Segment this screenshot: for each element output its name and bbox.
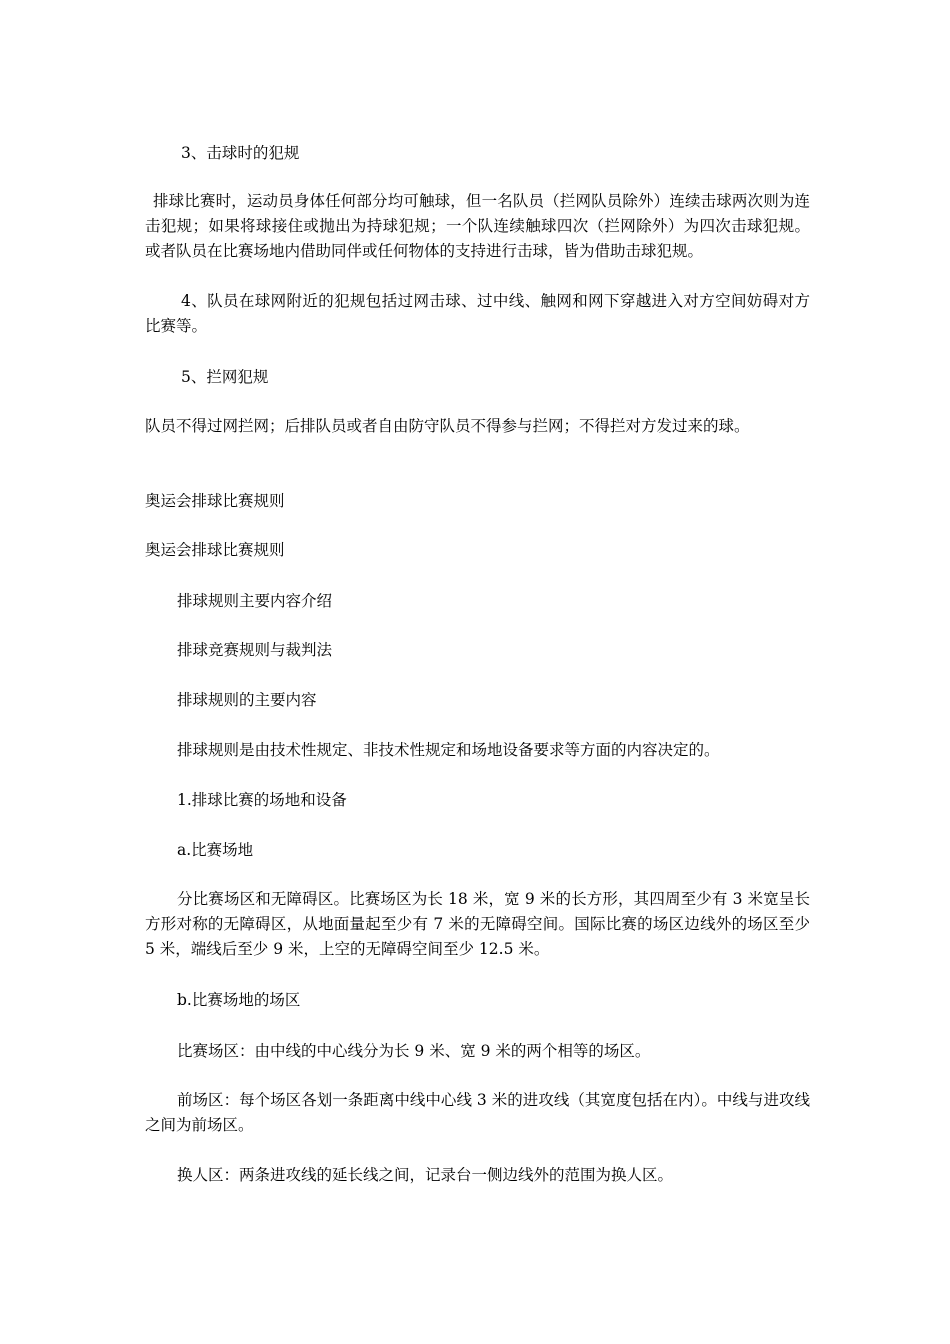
paragraph-front-zone: 前场区：每个场区各划一条距离中线中心线 3 米的进攻线（其宽度包括在内）。中线与进攻线之间为前场区。 <box>145 1091 810 1134</box>
paragraph-substitution-zone: 换人区：两条进攻线的延长线之间，记录台一侧边线外的范围为换人区。 <box>177 1166 674 1184</box>
subtitle-main-content: 排球规则的主要内容 <box>177 691 317 709</box>
paragraph-playing-area: 比赛场区：由中线的中心线分为长 9 米、宽 9 米的两个相等的场区。 <box>177 1042 651 1060</box>
title-olympic-rules: 奥运会排球比赛规则 <box>145 492 285 510</box>
title-olympic-rules-repeat: 奥运会排球比赛规则 <box>145 541 285 559</box>
paragraph-net-fouls: 4、队员在球网附近的犯规包括过网击球、过中线、触网和网下穿越进入对方空间妨碍对方比赛等。 <box>145 292 810 335</box>
paragraph-block-fouls: 队员不得过网拦网；后排队员或者自由防守队员不得参与拦网；不得拦对方发过来的球。 <box>145 417 750 435</box>
subtitle-rules-intro: 排球规则主要内容介绍 <box>177 592 333 610</box>
paragraph-rules-composition: 排球规则是由技术性规定、非技术性规定和场地设备要求等方面的内容决定的。 <box>177 741 720 759</box>
heading-court-zones: b.比赛场地的场区 <box>177 991 301 1009</box>
paragraph-hitting-fouls: 排球比赛时，运动员身体任何部分均可触球，但一名队员（拦网队员除外）连续击球两次则为连击犯规；如果将球接住或抛出为持球犯规；一个队连续触球四次（拦网除外）为四次击球犯规。或者队员在比赛场地内借助同伴或任何物体的支持进行击球，皆为借助击球犯规。 <box>145 192 810 260</box>
section-heading-block-fouls: 5、拦网犯规 <box>181 368 269 386</box>
paragraph-court-dimensions: 分比赛场区和无障碍区。比赛场区为长 18 米，宽 9 米的长方形，其四周至少有 3 米宽呈长方形对称的无障碍区，从地面量起至少有 7 米的无障碍空间。国际比赛的场区边线外的场区至少 5 米，端线后至少 9 米，上空的无障碍空间至少 12.5 米。 <box>145 890 810 958</box>
heading-playing-court: a.比赛场地 <box>177 841 254 859</box>
section-heading-hitting-fouls: 3、击球时的犯规 <box>181 144 300 162</box>
heading-court-equipment: 1.排球比赛的场地和设备 <box>177 791 347 809</box>
subtitle-rules-refereeing: 排球竞赛规则与裁判法 <box>177 641 333 659</box>
